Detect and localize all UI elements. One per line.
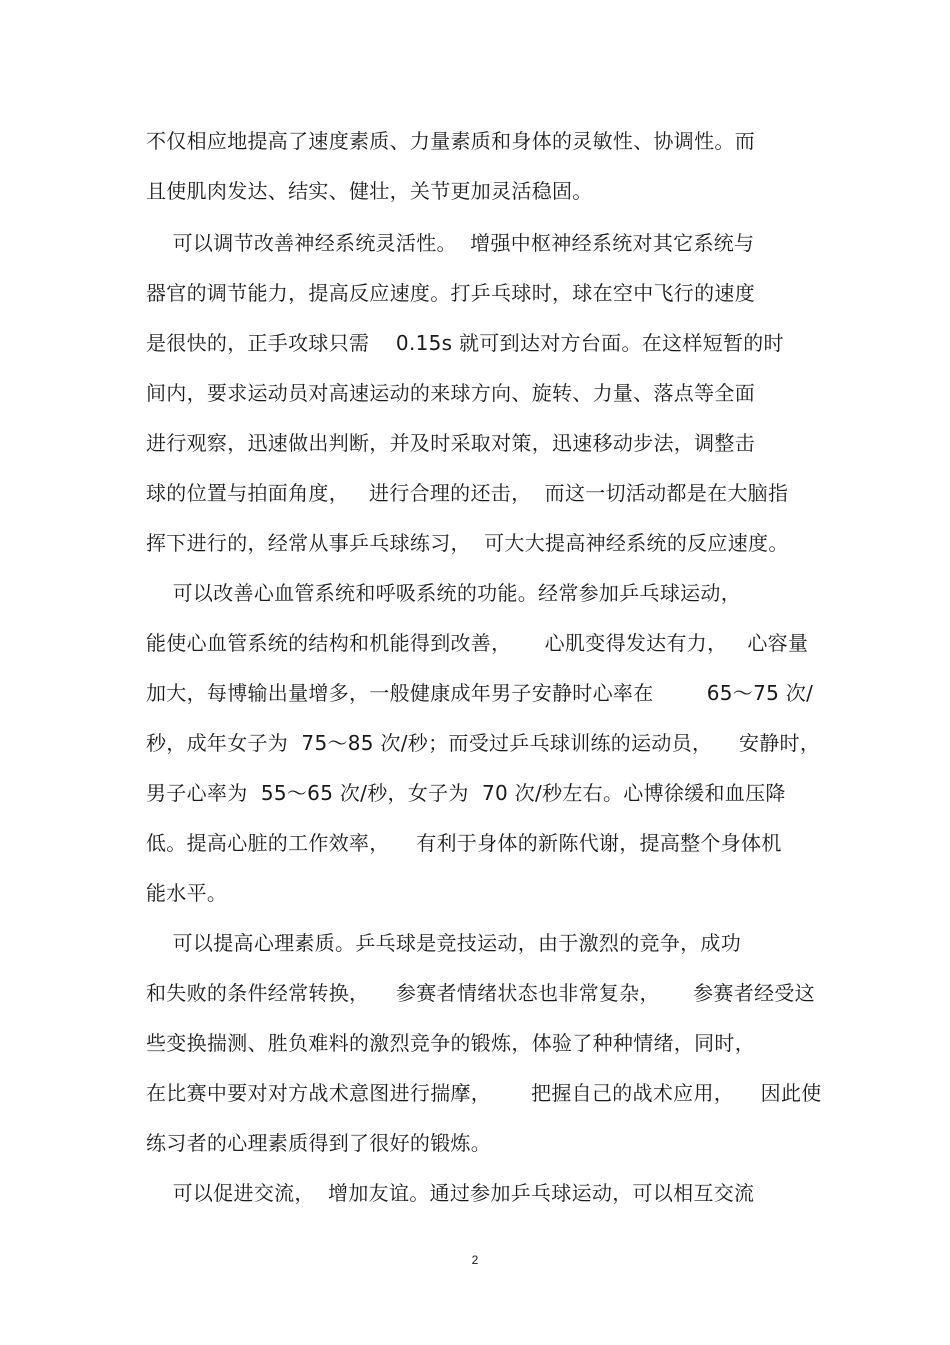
text-line: 低。提高心脏的工作效率， 有利于身体的新陈代谢，提高整个身体机: [146, 831, 782, 855]
text-line: 秒，成年女子为 75～85 次/秒；而受过乒乓球训练的运动员， 安静时，: [146, 731, 821, 755]
text-line: 在比赛中要对对方战术意图进行揣摩， 把握自己的战术应用， 因此使: [146, 1081, 822, 1105]
text-line: 是很快的，正手攻球只需 0.15s 就可到达对方台面。在这样短暂的时: [146, 331, 784, 355]
text-line: 进行观察，迅速做出判断，并及时采取对策，迅速移动步法，调整击: [146, 431, 755, 455]
text-line: 练习者的心理素质得到了很好的锻炼。: [146, 1131, 492, 1155]
text-line: 不仅相应地提高了速度素质、力量素质和身体的灵敏性、协调性。而: [146, 129, 755, 153]
text-line: 可以改善心血管系统和呼吸系统的功能。经常参加乒乓球运动，: [146, 581, 742, 605]
text-line: 且使肌肉发达、结实、健壮，关节更加灵活稳固。: [146, 179, 593, 203]
text-line: 可以提高心理素质。乒乓球是竞技运动，由于激烈的竞争，成功: [146, 931, 742, 955]
text-line: 可以促进交流， 增加友谊。通过参加乒乓球运动，可以相互交流: [146, 1181, 755, 1205]
page-number: 2: [471, 1253, 479, 1267]
text-line: 男子心率为 55～65 次/秒，女子为 70 次/秒左右。心博徐缓和血压降: [146, 781, 786, 805]
text-line: 挥下进行的，经常从事乒乓球练习， 可大大提高神经系统的反应速度。: [146, 531, 789, 555]
text-line: 器官的调节能力，提高反应速度。打乒乓球时，球在空中飞行的速度: [146, 281, 755, 305]
text-line: 些变换揣测、胜负难料的激烈竞争的锻炼，体验了种种情绪，同时，: [146, 1031, 755, 1055]
text-line: 可以调节改善神经系统灵活性。 增强中枢神经系统对其它系统与: [146, 231, 755, 255]
text-line: 球的位置与拍面角度， 进行合理的还击， 而这一切活动都是在大脑指: [146, 481, 789, 505]
text-line: 间内，要求运动员对高速运动的来球方向、旋转、力量、落点等全面: [146, 381, 755, 405]
text-line: 加大，每博输出量增多，一般健康成年男子安静时心率在 65～75 次/: [146, 681, 814, 705]
text-line: 能使心血管系统的结构和机能得到改善， 心肌变得发达有力， 心容量: [146, 631, 809, 655]
text-line: 能水平。: [146, 881, 228, 905]
text-line: 和失败的条件经常转换， 参赛者情绪状态也非常复杂， 参赛者经受这: [146, 981, 815, 1005]
